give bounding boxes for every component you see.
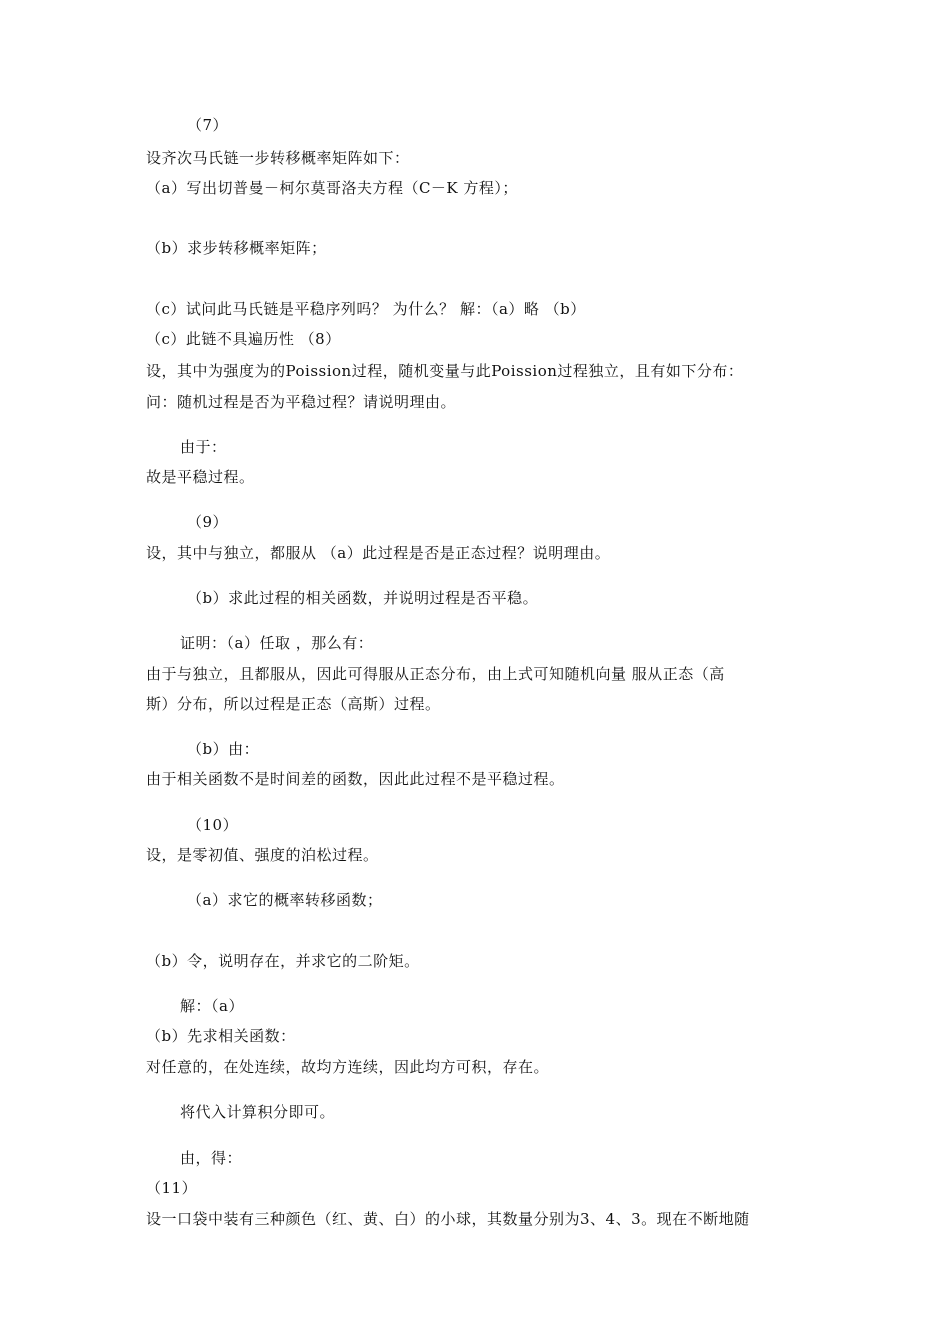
problem-9-proof-line-2: 斯）分布，所以过程是正态（高斯）过程。: [146, 695, 441, 713]
problem-8-solution-intro: 由于：: [180, 438, 227, 456]
problem-7-part-b: （b）求步转移概率矩阵；: [146, 239, 327, 257]
problem-7-part-a: （a）写出切普曼－柯尔莫哥洛夫方程（C－K 方程）；: [146, 179, 518, 197]
problem-11-number: （11）: [146, 1179, 198, 1197]
problem-10-solution-b-line: 对任意的，在处连续，故均方连续，因此均方可积，存在。: [146, 1058, 550, 1076]
problem-7-number: （7）: [187, 116, 229, 134]
problem-10-part-a: （a）求它的概率转移函数；: [187, 891, 383, 909]
problem-10-solution-b: （b）先求相关函数：: [146, 1027, 296, 1045]
problem-9-proof-line-1: 由于与独立，且都服从，因此可得服从正态分布，由上式可知随机向量 服从正态（高: [146, 665, 725, 683]
problem-8-conclusion: 故是平稳过程。: [146, 468, 255, 486]
problem-9-statement: 设，其中与独立，都服从 （a）此过程是否是正态过程？说明理由。: [146, 544, 611, 562]
problem-10-part-b: （b）令，说明存在，并求它的二阶矩。: [146, 952, 420, 970]
problem-8-question: 问：随机过程是否为平稳过程？请说明理由。: [146, 393, 457, 411]
problem-9-part-b: （b）求此过程的相关函数，并说明过程是否平稳。: [187, 589, 539, 607]
problem-11-statement: 设一口袋中装有三种颜色（红、黄、白）的小球，其数量分别为3、4、3。现在不断地随: [146, 1210, 750, 1228]
problem-9-proof-b: （b）由：: [187, 740, 260, 758]
problem-7-answer-c: （c）此链不具遍历性 （8）: [146, 330, 341, 348]
problem-10-statement: 设，是零初值、强度的泊松过程。: [146, 846, 379, 864]
problem-10-solution-integral: 将代入计算积分即可。: [180, 1103, 336, 1121]
problem-7-part-c: （c）试问此马氏链是平稳序列吗？ 为什么？ 解：（a）略 （b）: [146, 300, 586, 318]
problem-8-statement: 设，其中为强度为的Poission过程，随机变量与此Poission过程独立，且有如下分布：: [146, 362, 744, 380]
problem-9-number: （9）: [187, 513, 229, 531]
problem-7-statement: 设齐次马氏链一步转移概率矩阵如下：: [146, 149, 410, 167]
problem-10-solution-result: 由，得：: [180, 1149, 243, 1167]
problem-10-solution-a: 解：（a）: [180, 997, 244, 1015]
problem-9-proof-a: 证明：（a）任取 ，那么有：: [180, 634, 374, 652]
problem-9-proof-b-conclusion: 由于相关函数不是时间差的函数，因此此过程不是平稳过程。: [146, 770, 565, 788]
problem-10-number: （10）: [187, 816, 239, 834]
